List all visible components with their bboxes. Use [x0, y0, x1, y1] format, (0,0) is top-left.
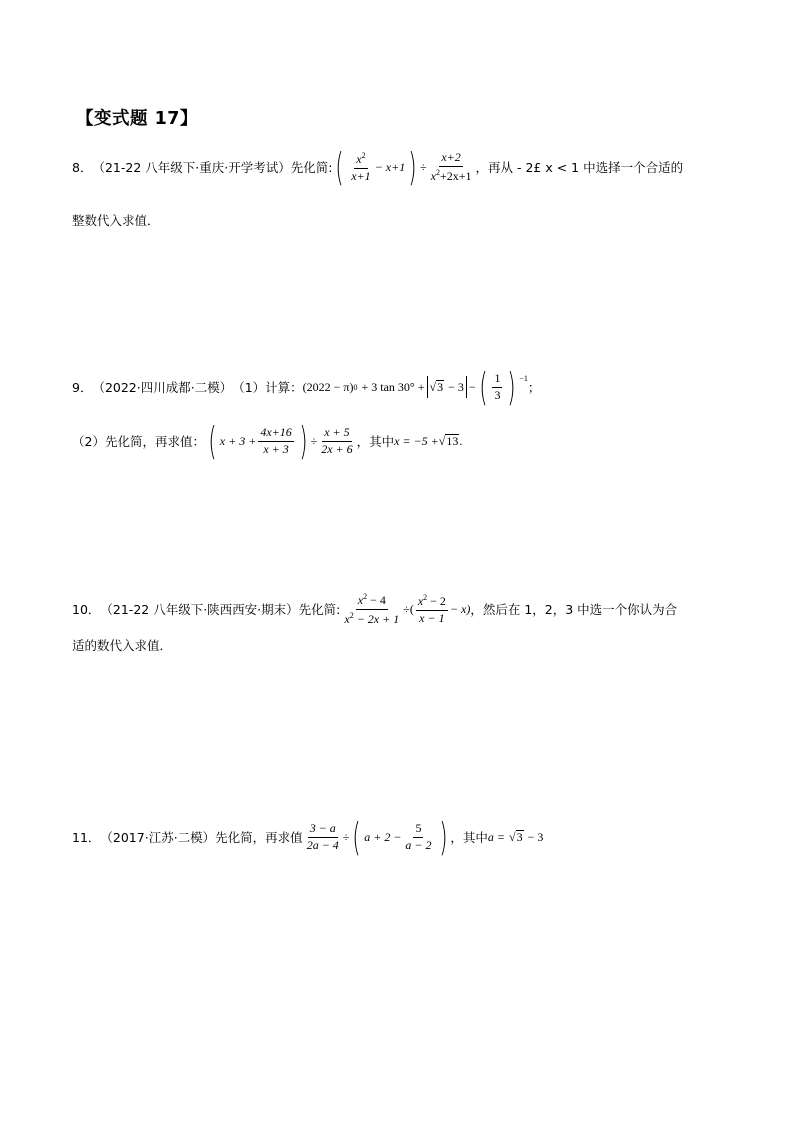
q9-x-value: x = −5 + √ 13 . — [394, 433, 463, 448]
q10-lead: 先化简: — [298, 602, 341, 618]
section-title: 【变式题 17】 — [76, 109, 198, 129]
q8-line2: 整数代入求值． — [72, 213, 160, 228]
q8-fraction-1: $\frac{x^2}{x+1}$ — [351, 150, 371, 183]
q8-lead: 先化简: — [290, 160, 333, 175]
question-9-part2: （2）先化简，再求值： ( x + 3 + $\frac{4x+16}{x + 3}$ ) ÷ $\frac{x + 5}{2x + 6}$ ，其中 x = −5 + √ 13 . — [72, 419, 463, 463]
q10-expression: $\frac{x^2 - 4}{x^2 - 2x + 1}$ ÷( $\frac{x^2 - 2}{x - 1}$ − x) — [344, 592, 471, 626]
q8-expression: ( $\frac{x^2}{x+1}$ − x+1 ) ÷ $\frac{x+2}{x^2+2x+1}$ — [335, 145, 472, 189]
q11-number: 11． — [72, 830, 101, 845]
q11-a-value: a = √ 3 − 3 — [487, 829, 544, 844]
q11-expression: $\frac{3 - a}{2a - 4}$ ÷ ( a + 2 − $\frac{5}{a - 2}$ ) — [306, 815, 448, 859]
question-8 — [72, 145, 684, 189]
q10-source: （21-22 八年级下·陕西西安·期末） — [100, 602, 299, 618]
q9-part1-label: （1）计算： — [232, 380, 303, 395]
q10-tail: ，然后在 1，2，3 中选一个你认为合 — [470, 602, 678, 618]
q8-number: 8． — [72, 160, 93, 175]
q11-source: （2017·江苏·二模） — [100, 830, 216, 845]
q9-part2-label: （2）先化简，再求值： — [72, 434, 205, 449]
q10-number: 10． — [72, 602, 101, 618]
q11-lead: 先化简，再求值 — [215, 830, 303, 845]
q9-part2-expression: ( x + 3 + $\frac{4x+16}{x + 3}$ ) ÷ $\frac{x + 5}{2x + 6}$ — [208, 419, 353, 463]
question-11: 11． （2017·江苏·二模） 先化简，再求值 $\frac{3 - a}{2a - 4}$ ÷ ( a + 2 − $\frac{5}{a - 2}$ ) ，其中 a = √ 3 − 3 — [72, 815, 544, 859]
q10-line2: 适的数代入求值． — [72, 638, 173, 653]
question-10 — [72, 592, 677, 627]
q9-number: 9． — [72, 380, 93, 395]
q9-part1-expression: (2022 − π) 0 + 3 tan 30° + √ 3 − 3 − ( $\frac{1}{3}$ ) $^{-1}$ — [302, 365, 528, 409]
q8-fraction-2: $\frac{x+2}{x^2+2x+1}$ — [430, 149, 472, 183]
q8-source: （21-22 八年级下·重庆·开学考试） — [92, 160, 291, 175]
q9-end1: ； — [527, 380, 541, 395]
q8-tail: ，再从 - 2£ x < 1 中选择一个合适的 — [475, 160, 684, 175]
question-9-part1 — [72, 365, 541, 409]
q9-source: （2022·四川成都·二模） — [92, 380, 233, 395]
